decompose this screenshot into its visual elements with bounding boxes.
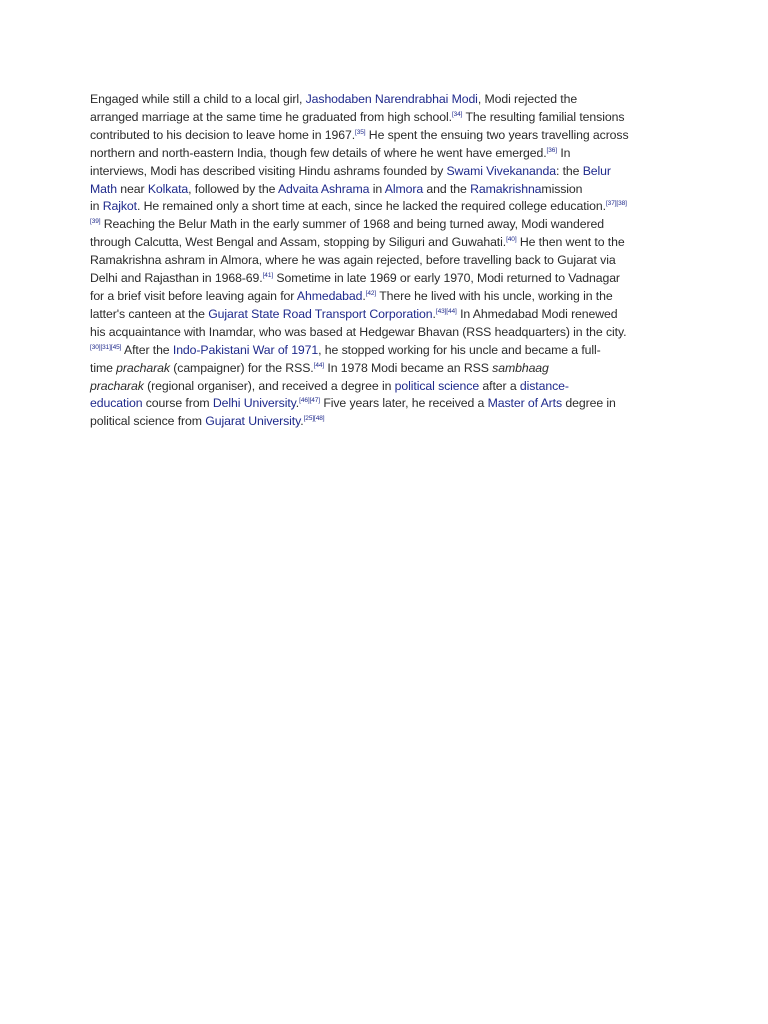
text-run: , Modi rejected the (477, 92, 578, 106)
link-ramakrishna[interactable]: Ramakrishna (470, 181, 542, 196)
text-run: in (369, 181, 385, 196)
link-kolkata[interactable]: Kolkata (147, 181, 189, 196)
text-line (90, 288, 682, 306)
link-master-of-arts[interactable]: Master of Arts (487, 396, 563, 411)
citation-34[interactable]: [34] (451, 110, 463, 118)
text-run: He spent the ensuing two years travelling across (365, 127, 629, 142)
text-run: Five years later, he received a (320, 396, 488, 411)
text-run: latter's canteen at the (90, 306, 209, 321)
text-run: arranged marriage at the same time he graduated from high school. (90, 109, 452, 124)
text-run: after a (479, 378, 520, 393)
text-run: Engaged while still a child to a local girl, (90, 92, 306, 106)
text-line (90, 216, 682, 234)
link-distance-education-part2[interactable]: education (90, 396, 143, 411)
text-run: course from (142, 396, 213, 411)
citation-36[interactable]: [36] (546, 146, 557, 154)
citation-42[interactable]: [42] (365, 289, 377, 297)
text-line (90, 181, 682, 199)
link-almora[interactable]: Almora (384, 181, 424, 196)
citation-44[interactable]: [44] (313, 361, 325, 369)
link-jashodaben[interactable]: Jashodaben Narendrabhai Modi (305, 92, 478, 106)
text-run: In (557, 145, 571, 160)
citation-41[interactable]: [41] (262, 272, 274, 280)
text-run: There he lived with his uncle, working in the (376, 288, 613, 303)
text-line (90, 198, 682, 216)
text-run: political science from (90, 414, 206, 429)
term-pracharak: pracharak (90, 378, 144, 393)
link-indo-pakistani-war-1971[interactable]: Indo-Pakistani War of 1971 (172, 342, 319, 357)
citation-46-47[interactable]: [46][47] (299, 397, 321, 405)
text-run: After the (121, 342, 173, 357)
text-line (90, 324, 682, 342)
text-line (90, 413, 682, 431)
citation-25-48[interactable]: [25][48] (303, 415, 325, 423)
text-line (90, 109, 682, 127)
biography-paragraph (90, 91, 682, 431)
text-line (90, 91, 682, 109)
text-run: (regional organiser), and received a degree in (143, 378, 395, 393)
text-run: Reaching the Belur Math in the early summer of 1968 and being turned away, Modi wandered (100, 217, 604, 232)
text-run: in (90, 199, 103, 214)
citation-35[interactable]: [35] (355, 128, 366, 136)
link-political-science[interactable]: political science (394, 378, 480, 393)
text-run: The resulting familial tensions (462, 109, 625, 124)
text-line (90, 234, 682, 252)
text-run: (campaigner) for the RSS. (169, 360, 314, 375)
link-swami-vivekananda[interactable]: Swami Vivekananda (446, 163, 556, 178)
text-run: , followed by the (188, 181, 278, 196)
link-advaita-ashrama[interactable]: Advaita Ashrama (277, 181, 370, 196)
text-run: mission (541, 181, 583, 196)
text-run: . He remained only a short time at each, since he lacked the required college education. (136, 199, 606, 214)
link-rajkot[interactable]: Rajkot (102, 199, 137, 214)
text-line (90, 145, 682, 163)
link-distance-education-part1[interactable]: distance- (519, 378, 569, 393)
text-run: and the (423, 181, 471, 196)
link-ahmedabad[interactable]: Ahmedabad (296, 288, 363, 303)
text-run: . (362, 288, 366, 303)
text-run: . (300, 414, 304, 429)
link-gsrtc[interactable]: Gujarat State Road Transport Corporation (208, 306, 433, 321)
text-run: He then went to the (516, 235, 625, 250)
text-line (90, 127, 682, 145)
text-line (90, 378, 682, 396)
text-line (90, 360, 682, 378)
text-run: his acquaintance with Inamdar, who was based at Hedgewar Bhavan (RSS headquarters) in the city. (90, 324, 627, 339)
text-line (90, 252, 682, 270)
text-run: through Calcutta, West Bengal and Assam, stopping by Siliguri and Guwahati. (90, 235, 507, 250)
link-gujarat-university[interactable]: Gujarat University (205, 414, 301, 429)
text-run: . (295, 396, 300, 411)
text-run: contributed to his decision to leave home in 1967. (90, 127, 356, 142)
text-line (90, 306, 682, 324)
text-line (90, 342, 682, 360)
citation-43-44[interactable]: [43][44] (435, 307, 457, 315)
text-run: time (90, 360, 117, 375)
text-run: Delhi and Rajasthan in 1968-69. (90, 271, 263, 286)
text-run: Ramakrishna ashram in Almora, where he was again rejected, before travelling back to Gujarat via (90, 253, 616, 268)
text-line (90, 163, 682, 181)
text-run: In 1978 Modi became an RSS (324, 360, 493, 375)
link-belur-math-part1[interactable]: Belur (582, 163, 611, 178)
text-run: . (432, 306, 436, 321)
citation-40[interactable]: [40] (506, 236, 517, 244)
text-run: northern and north-eastern India, though few details of where he went have emerged. (90, 145, 547, 160)
text-run: In Ahmedabad Modi renewed (456, 306, 618, 321)
link-delhi-university[interactable]: Delhi University (212, 396, 296, 411)
text-run: near (116, 181, 148, 196)
text-run: : the (555, 163, 583, 178)
term-sambhaag: sambhaag (492, 360, 549, 375)
text-run: degree in (562, 396, 616, 411)
text-line (90, 395, 682, 413)
text-run: interviews, Modi has described visiting Hindu ashrams founded by (90, 163, 447, 178)
citation-37-38[interactable]: [37][38] (605, 200, 627, 208)
citation-39[interactable]: [39] (90, 218, 101, 226)
text-line (90, 270, 682, 288)
term-pracharak: pracharak (116, 360, 170, 375)
text-run: , he stopped working for his uncle and became a full- (318, 342, 601, 357)
text-run: Sometime in late 1969 or early 1970, Modi returned to Vadnagar (273, 271, 620, 286)
link-belur-math-part2[interactable]: Math (90, 181, 117, 196)
text-run: for a brief visit before leaving again for (90, 288, 297, 303)
citation-30-31-45[interactable]: [30][31][45] (90, 343, 122, 351)
